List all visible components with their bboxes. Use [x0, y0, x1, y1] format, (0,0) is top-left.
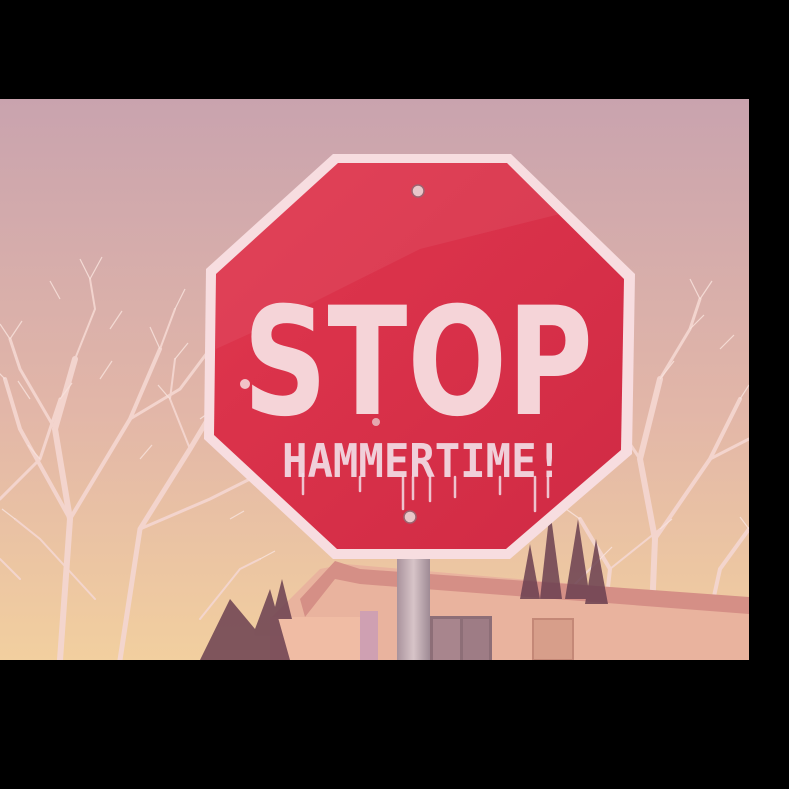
stop-sign-photo [0, 99, 749, 660]
graffiti-text: HAMMERTIME! [282, 434, 562, 488]
sign-pole [397, 554, 430, 660]
stop-sign-text: STOP [243, 276, 593, 450]
bottom-bolt [404, 511, 416, 523]
house-door [533, 619, 573, 660]
top-bolt [412, 185, 424, 197]
stop-sign [204, 154, 635, 559]
